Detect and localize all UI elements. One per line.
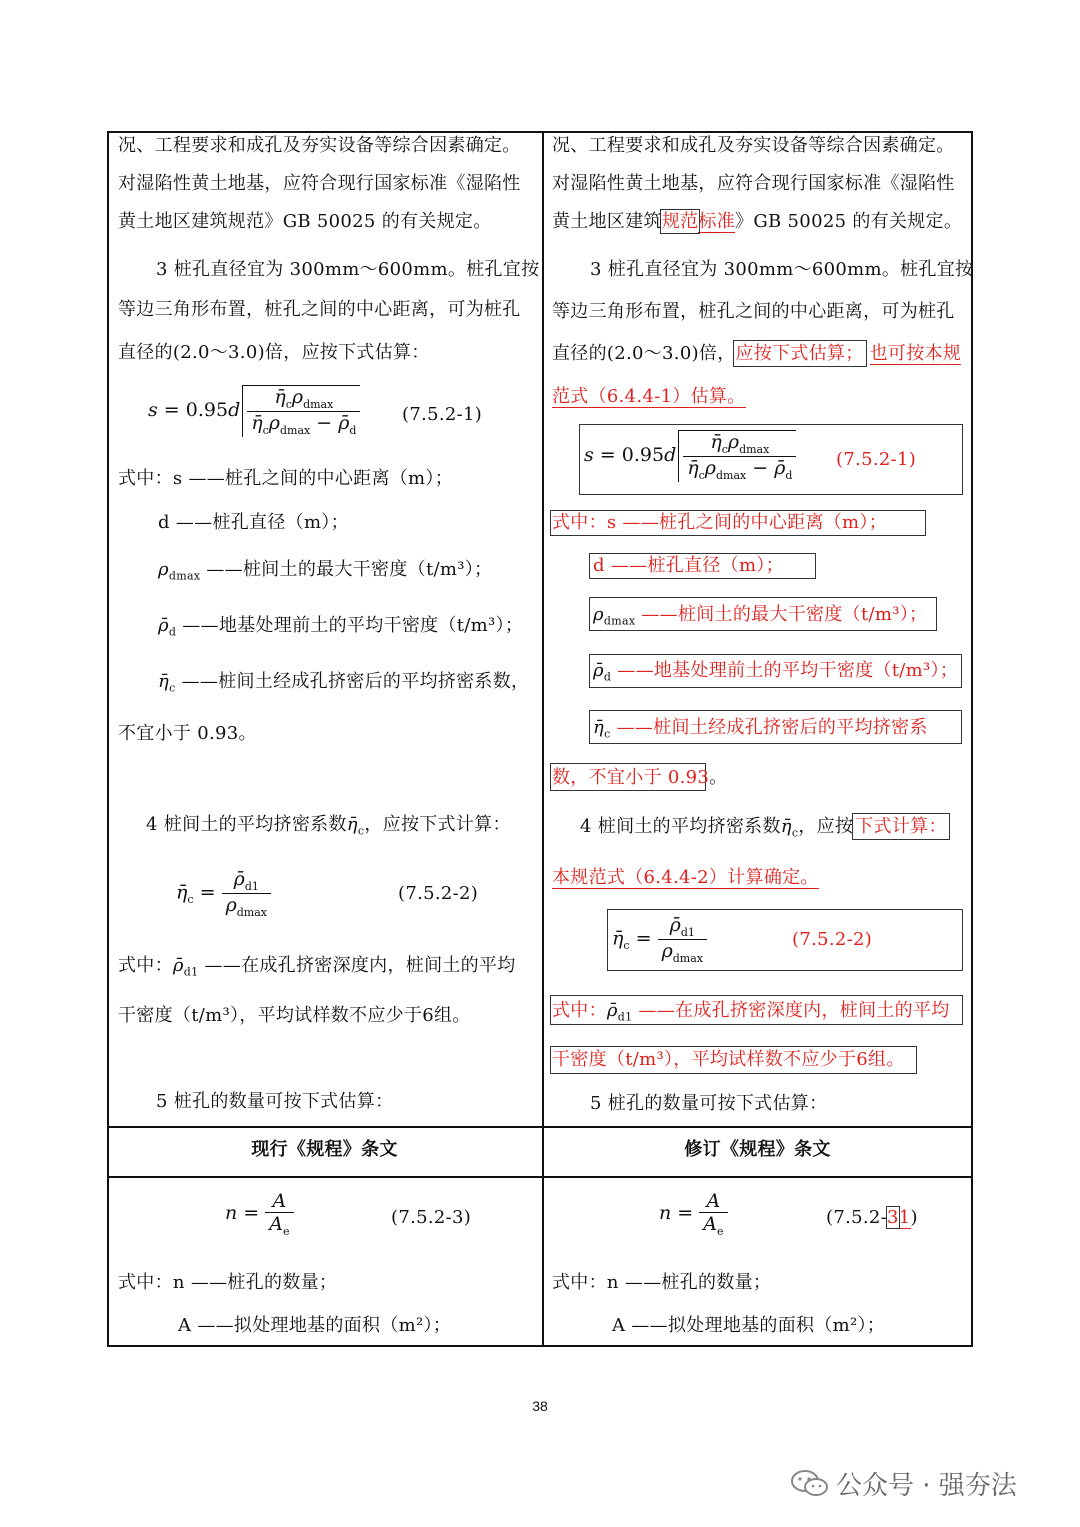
left-def-rhod-text: ——地基处理前土的平均干密度（t/m³）；	[182, 615, 524, 636]
wechat-icon	[790, 1468, 830, 1498]
header-bottom-rule	[109, 1176, 971, 1178]
right-clause-4-deleted: 下式计算：	[855, 816, 947, 837]
left-formula-eta: $\etā_c$ = $\frac{\rhō_{d1}}{\rho_{dmax}}$	[176, 868, 271, 919]
left-def-a: A ——拟处理地基的面积（m²）；	[178, 1315, 452, 1336]
left-para-2: 对湿陷性黄土地基，应符合现行国家标准《湿陷性	[118, 173, 521, 194]
right-para-2: 对湿陷性黄土地基，应符合现行国家标准《湿陷性	[552, 173, 955, 194]
right-def-a: A ——拟处理地基的面积（m²）；	[612, 1315, 886, 1336]
right-def-n: 式中：n ——桩孔的数量；	[552, 1272, 772, 1293]
left-def-rhod1-cont: 干密度（t/m³），平均试样数不应少于6组。	[118, 1005, 471, 1026]
right-clause-4-a: 4 桩间土的平均挤密系数	[580, 816, 781, 837]
left-def-rhod1: 式中：$\rhō_{d1}$ ——在成孔挤密深度内，桩间土的平均	[118, 955, 516, 979]
left-def-rhod1-b: ——在成孔挤密深度内，桩间土的平均	[204, 955, 516, 976]
right-def-rhodmax: $\rho_{dmax}$ ——桩间土的最大干密度（t/m³）；	[593, 604, 928, 628]
left-def-etac-cont: 不宜小于 0.93。	[118, 723, 257, 744]
left-clause-5: 5 桩孔的数量可按下式估算：	[156, 1091, 394, 1112]
right-def-rhod: $\rhō_d$ ——地基处理前土的平均干密度（t/m³）；	[593, 660, 959, 684]
left-para-3: 黄土地区建筑规范》GB 50025 的有关规定。	[118, 211, 492, 232]
right-eq3-inserted: 1	[898, 1207, 911, 1228]
left-formula-n: n = $\frac{A}{A_e}$	[225, 1190, 294, 1238]
right-def-etac: $\etā_c$ ——桩间土经成孔挤密后的平均挤密系	[593, 717, 928, 741]
page-number: 38	[532, 1398, 548, 1414]
left-def-rhod: $\rhō_d$ ——地基处理前土的平均干密度（t/m³）；	[158, 615, 524, 639]
left-def-n: 式中：n ——桩孔的数量；	[118, 1272, 338, 1293]
left-def-s: 式中：s ——桩孔之间的中心距离（m）；	[118, 468, 454, 489]
right-eq3-number-a: (7.5.2-	[826, 1207, 888, 1228]
right-para-3-b: 》GB 50025 的有关规定。	[735, 211, 963, 232]
left-def-d: d ——桩孔直径（m）；	[158, 512, 349, 533]
right-clause-3-inserted-cont-text: 范式（6.4.4-1）估算。	[552, 386, 746, 407]
right-clause-3-line2: 等边三角形布置，桩孔之间的中心距离，可为桩孔	[552, 301, 955, 322]
right-eq1-number: (7.5.2-1)	[836, 449, 917, 470]
right-clause-3-inserted: 也可按本规	[869, 343, 962, 364]
left-clause-3-line2: 等边三角形布置，桩孔之间的中心距离，可为桩孔	[118, 299, 521, 320]
right-def-rhod1-cont: 干密度（t/m³），平均试样数不应少于6组。	[552, 1049, 905, 1070]
right-clause-5: 5 桩孔的数量可按下式估算：	[590, 1093, 828, 1114]
left-clause-4: 4 桩间土的平均挤密系数$\etā_c$，应按下式计算：	[146, 814, 511, 838]
right-para-3	[552, 210, 962, 234]
right-para-3-a: 黄土地区建筑	[552, 211, 662, 232]
watermark: 公众号 · 强夯法	[836, 1471, 1017, 1501]
right-clause-4-inserted-text: 本规范式（6.4.4-2）计算确定。	[552, 867, 819, 888]
left-def-rhodmax: $\rho_{dmax}$ ——桩间土的最大干密度（t/m³）；	[158, 559, 493, 583]
right-def-rhod1: 式中：$\rhō_{d1}$ ——在成孔挤密深度内，桩间土的平均	[552, 1000, 950, 1024]
right-def-etac-cont-a: 数，不宜小于 0.93	[552, 767, 710, 788]
left-para-1: 况、工程要求和成孔及夯实设备等综合因素确定。	[118, 135, 521, 156]
right-clause-3-deleted: 应按下式估算；	[735, 343, 864, 364]
left-def-rhod1-a: 式中：	[118, 955, 173, 976]
right-eq3-number	[826, 1206, 918, 1230]
right-eq3-number-b: )	[910, 1207, 918, 1228]
right-def-rhodmax-text: ——桩间土的最大干密度（t/m³）；	[641, 604, 928, 625]
right-def-rhod-text: ——地基处理前土的平均干密度（t/m³）；	[617, 660, 959, 681]
header-top-rule	[109, 1126, 971, 1128]
right-clause-4: 4 桩间土的平均挤密系数$\etā_c$，应按 下式计算：	[580, 816, 947, 840]
right-def-etac-cont	[552, 766, 727, 790]
left-eq1-number: (7.5.2-1)	[402, 404, 483, 425]
right-clause-4-inserted	[552, 866, 819, 890]
left-def-etac-text: ——桩间土经成孔挤密后的平均挤密系数，	[181, 671, 530, 692]
right-def-rhod1-b: ——在成孔挤密深度内，桩间土的平均	[638, 1000, 950, 1021]
left-clause-4-a: 4 桩间土的平均挤密系数	[146, 814, 347, 835]
right-def-etac-text: ——桩间土经成孔挤密后的平均挤密系	[616, 717, 928, 738]
left-clause-3-line3: 直径的(2.0～3.0)倍，应按下式估算：	[118, 342, 430, 363]
right-para-3-inserted: 标准	[698, 211, 736, 232]
column-divider	[542, 133, 544, 1345]
right-clause-3-inserted-cont	[552, 385, 746, 409]
left-formula-s: s = 0.95d $\frac{\etā_c\rho_{dmax}}{\etā_c\rho_{dmax} - \rhō_d}$	[148, 385, 360, 437]
left-eq2-number: (7.5.2-2)	[398, 883, 479, 904]
right-clause-3-line3	[552, 342, 961, 366]
left-clause-4-b: ，应按下式计算：	[364, 814, 511, 835]
right-clause-3-line1: 3 桩孔直径宜为 300mm～600mm。桩孔宜按	[590, 259, 974, 280]
right-formula-eta: $\etā_c$ = $\frac{\rhō_{d1}}{\rho_{dmax}}$	[612, 914, 707, 965]
right-def-etac-cont-b: 。	[709, 767, 728, 788]
right-clause-3-line3-a: 直径的(2.0～3.0)倍，	[552, 343, 736, 364]
right-eq3-deleted: 3	[887, 1207, 899, 1228]
left-clause-3-line1: 3 桩孔直径宜为 300mm～600mm。桩孔宜按	[156, 259, 540, 280]
right-formula-s: s = 0.95d $\frac{\etā_c\rho_{dmax}}{\etā_c\rho_{dmax} - \rhō_d}$	[584, 430, 796, 482]
right-def-rhod1-a: 式中：	[552, 1000, 607, 1021]
right-para-1: 况、工程要求和成孔及夯实设备等综合因素确定。	[552, 135, 955, 156]
left-def-rhodmax-text: ——桩间土的最大干密度（t/m³）；	[206, 559, 493, 580]
header-revised: 修订《规程》条文	[684, 1139, 831, 1160]
right-formula-n: n = $\frac{A}{A_e}$	[659, 1190, 728, 1238]
right-def-s: 式中：s ——桩孔之间的中心距离（m）；	[552, 512, 888, 533]
right-def-d: d ——桩孔直径（m）；	[593, 555, 784, 576]
left-eq3-number: (7.5.2-3)	[391, 1207, 472, 1228]
right-eq2-number: (7.5.2-2)	[792, 929, 873, 950]
right-clause-4-b: ，应按	[798, 816, 854, 837]
left-def-etac: $\etā_c$ ——桩间土经成孔挤密后的平均挤密系数，	[158, 671, 530, 695]
header-current: 现行《规程》条文	[251, 1139, 398, 1160]
right-para-3-deleted: 规范	[661, 211, 699, 232]
